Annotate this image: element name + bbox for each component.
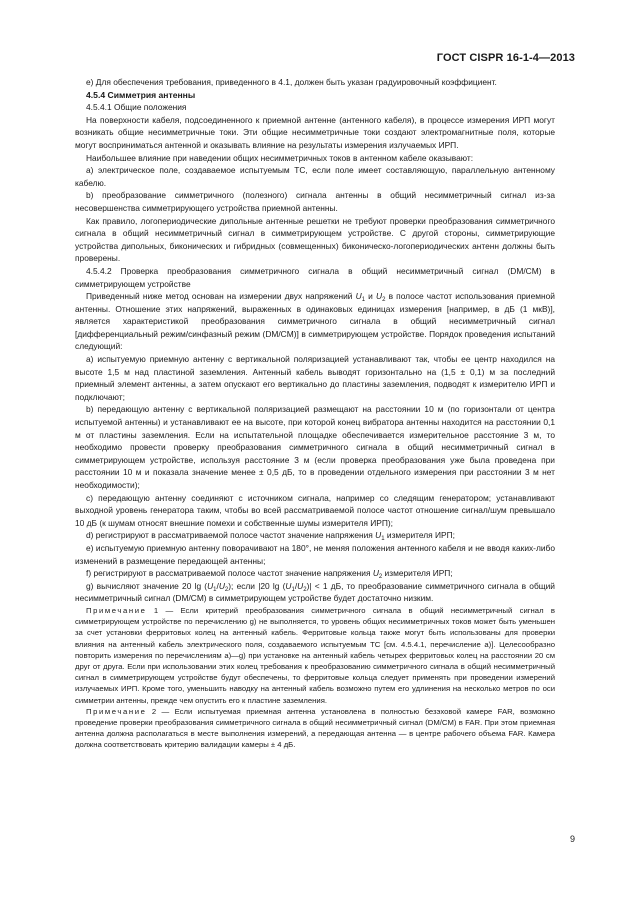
document-header: ГОСТ CISPR 16-1-4—2013 [436, 52, 575, 64]
paragraph-lpda: Как правило, логопериодические дипольные антенные решетки не требуют проверки преобразования симметричного сигнала в общий несимметричный сигнал в симметрирующем устройстве. С другой стороны, симметрирующие устройства дипольных, биконических и гибридных (совмещенных) биконическо-логопериодических антенн должны быть проверены. [75, 215, 555, 264]
step-f: f) регистрируют в рассматриваемой полосе частот значение напряжения $U_2$ измерителя ИРП; [86, 568, 453, 581]
paragraph-method: Приведенный ниже метод основан на измерении двух напряжений $U_1$ и $U_2$ в полосе частот использования приемной антенны. Отношение этих напряжений, выраженных в одинаковых единицах измерения [например, в дБ (1 мкВ)], является характеристикой преобразования симметричного сигнала в общий несимметричный сигнал [дифференциальный режим/синфазный режим (DM/CM)] в симметрирующем устройстве. Порядок проведения испытаний следующий: [75, 291, 555, 352]
step-c: c) передающую антенну соединяют с источником сигнала, например со следящим генератором; устанавливают выходной уровень генератора таким, чтобы во всей рассматриваемой полосе частот отношение сигнал/шум превышало 10 дБ (к шумам относят внешние помехи и собственные шумы измерителя ИРП); [75, 492, 555, 528]
paragraph-influence: Наибольшее влияние при наведении общих несимметричных токов в антенном кабеле оказывают: [86, 152, 474, 163]
step-b: b) передающую антенну с вертикальной поляризацией размещают на расстоянии 10 м (по горизонтали от центра испытуемой антенны) и устанавливают ее на высоте, при которой конец вибратора антенны находится на расстоянии 0,1 м от пластины заземления. Если на испытательной площадке обеспечивается измерительное расстояние 3 м, то необходимо провести проверку преобразования симметричного сигнала в общий несимметричный сигнал в симметрирующем устройстве, используя расстояние 3 м (если проверка преобразования уже была проведена при расстоянии 10 м и показала значение менее ± 0,5 дБ, то в проведении отдельного измерения при расстоянии 3 м нет необходимости); [75, 404, 555, 490]
list-item-a: a) электрическое поле, создаваемое испытуемым ТС, если поле имеет составляющую, параллельную антенному кабелю. [75, 165, 555, 188]
list-item-b: b) преобразование симметричного (полезного) сигнала антенны в общий несимметричный сигнал из-за несовершенства симметрирующего устройства приемной антенны. [75, 190, 555, 213]
note-2: Примечание 2 — Если испытуемая приемная антенна установлена в полностью безэховой камере FAR, возможно проведение проверки преобразования симметричного сигнала в общий несимметричный сигнал (DM/CM) в FAR. При этом приемная антенна должна располагаться в месте выполнения измерений, а передающая антенна — в центре рабочего объема FAR. Камера должна соответствовать критерию валидации камеры ± 4 дБ. [75, 706, 555, 750]
step-d: d) регистрируют в рассматриваемой полосе частот значение напряжения $U_1$ измерителя ИРП; [86, 530, 455, 543]
note-1: Примечание 1 — Если критерий преобразования симметричного сигнала в общий несимметричный сигнал в симметрирующем устройстве по перечислению g) не выполняется, то уровень общих несимметричных токов может быть уменьшен за счет установки ферритовых колец на антенный кабель. Ферритовые кольца также могут быть использованы для проверки влияния на антенный кабель электрического поля, создаваемого испытуемым ТС [см. 4.5.4.1, перечисление а)]. Целесообразно повторить измерения по перечислениям а)—g) при установке на антенный кабель четырех ферритовых колец на расстоянии 20 см друг от друга. Если при использовании этих колец требования к преобразованию симметричного сигнала в общий несимметричный сигнал в симметрирующем устройстве будут обеспечены, то ферритовые кольца следует применять при проведении измерений излучаемых ИРП. Кроме того, уменьшить наводку на антенный кабель возможно путем его удлинения на несколько метров по оси симметрии антенны, прежде чем опустить его к пластине заземления. [75, 605, 555, 705]
subsection-4-5-4-2: 4.5.4.2 Проверка преобразования симметричного сигнала в общий несимметричный сигнал (DM/CM) в симметрирующем устройстве [75, 265, 555, 289]
subsection-4-5-4-1: 4.5.4.1 Общие положения [86, 102, 187, 113]
page-number: 9 [569, 834, 575, 844]
paragraph-e: e) Для обеспечения требования, приведенного в 4.1, должен быть указан градуировочный коэффициент. [86, 77, 497, 87]
section-heading-4-5-4: 4.5.4 Симметрия антенны [86, 89, 196, 100]
step-g: g) вычисляют значение 20 $\lg (U_1/U_2)$; если |20 $\lg (U_1/U_2)| < 1$ дБ, то преобразование симметричного сигнала в общий несимметричный сигнал (DM/CM) в симметрирующем устройстве будет достаточно низким. [75, 580, 555, 604]
paragraph-common-currents: На поверхности кабеля, подсоединенного к приемной антенне (антенного кабеля), в процессе измерения ИРП могут возникать общие несимметричные токи. Эти общие несимметричные токи создают электромагнитные поля, которые могут восприниматься антенной и оказывать влияние на результаты измерения излучаемых ИРП. [75, 114, 555, 150]
step-e: e) испытуемую приемную антенну поворачивают на 180°, не меняя положения антенного кабеля и не вводя каких-либо изменений в размещение передающей антенны; [75, 542, 555, 566]
document-body [75, 76, 555, 751]
step-a: a) испытуемую приемную антенну с вертикальной поляризацией устанавливают так, чтобы ее центр находился на высоте 1,5 м над пластиной заземления. Антенный кабель выводят горизонтально на (1,5 ± 0,1) м за последний приемный элемент антенны, а затем опускают его вертикально до пластины заземления, подводят к измерителю ИРП и подключают; [75, 354, 555, 402]
